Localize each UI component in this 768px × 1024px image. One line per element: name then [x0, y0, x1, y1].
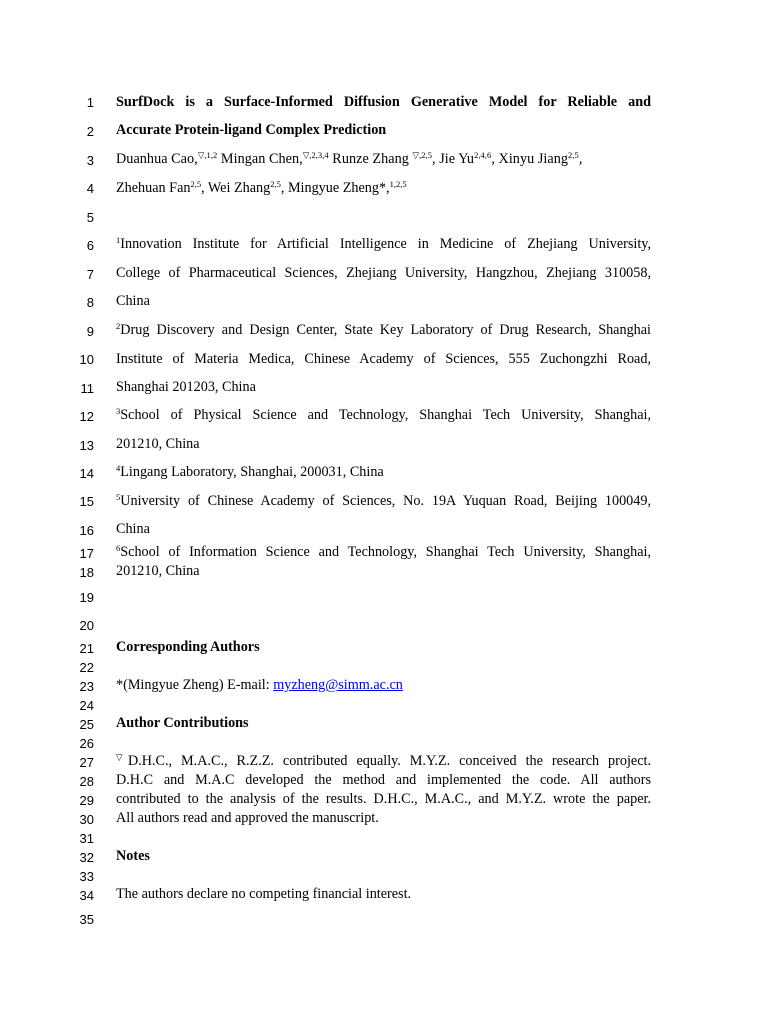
affiliation-1-line-3: China	[116, 293, 150, 309]
line-number: 15	[79, 494, 94, 509]
author-name: , Jie Yu	[432, 151, 475, 167]
contributions-line-1: ▽D.H.C., M.A.C., R.Z.Z. contributed equally. M.Y.Z. conceived the research project.	[116, 752, 651, 769]
corresponding-email-line	[116, 677, 651, 694]
line-number: 30	[79, 812, 94, 827]
line-number: 28	[79, 774, 94, 789]
affiliation-2-line-2: Institute of Materia Medica, Chinese Academy of Sciences, 555 Zuchongzhi Road,	[116, 351, 651, 367]
line-number: 17	[79, 546, 94, 561]
author-contributions-heading: Author Contributions	[116, 715, 249, 731]
line-number: 12	[79, 409, 94, 424]
line-number: 22	[79, 660, 94, 675]
author-name: Duanhua Cao,	[116, 151, 198, 167]
line-number: 20	[79, 618, 94, 633]
author-name: , Mingyue Zheng*,	[280, 180, 390, 196]
author-name: Runze Zhang	[328, 151, 413, 167]
line-number: 2	[86, 124, 94, 139]
line-number: 9	[86, 324, 94, 339]
author-affiliation-marks: ▽,1,2	[197, 150, 218, 160]
author-name: Mingan Chen,	[217, 151, 303, 167]
line-number: 35	[79, 912, 94, 927]
affiliation-5-line-1: $^5$University of Chinese Academy of Sciences, No. 19A Yuquan Road, Beijing 100049,	[116, 492, 651, 509]
affiliation-number: 6	[116, 543, 121, 553]
line-number: 27	[79, 755, 94, 770]
line-number: 19	[79, 590, 94, 605]
affiliation-4-line-1: $^4$Lingang Laboratory, Shanghai, 200031, China	[116, 463, 384, 480]
author-affiliation-marks: 2,5	[568, 150, 579, 160]
line-number: 16	[79, 523, 94, 538]
affiliation-2-line-3: Shanghai 201203, China	[116, 379, 256, 395]
affiliation-1-line-2: College of Pharmaceutical Sciences, Zhejiang University, Hangzhou, Zhejiang 310058,	[116, 265, 651, 281]
author-affiliation-marks: 2,5	[190, 179, 202, 189]
author-name: , Wei Zhang	[201, 180, 271, 196]
author-name: Zhehuan Fan	[116, 180, 191, 196]
affiliation-3-line-2: 201210, China	[116, 436, 200, 452]
line-number: 23	[79, 679, 94, 694]
line-number: 32	[79, 850, 94, 865]
author-affiliation-marks: ▽,2,3,4	[302, 150, 329, 160]
author-list-line-1	[116, 151, 656, 168]
line-number: 13	[79, 438, 94, 453]
affiliation-6-line-2: 201210, China	[116, 563, 200, 579]
corresponding-authors-heading: Corresponding Authors	[116, 639, 260, 655]
line-number: 4	[86, 181, 94, 196]
affiliation-number: 4	[116, 463, 121, 473]
affiliation-6-line-1: $^6$School of Information Science and Technology, Shanghai Tech University, Shanghai,	[116, 543, 651, 560]
notes-heading: Notes	[116, 848, 150, 864]
line-number: 31	[79, 831, 94, 846]
equal-contribution-mark: ▽	[116, 752, 128, 762]
affiliation-5-line-2: China	[116, 521, 150, 537]
line-number: 3	[86, 153, 94, 168]
author-list-line-2	[116, 180, 651, 197]
line-number: 29	[79, 793, 94, 808]
line-number: 7	[86, 267, 94, 282]
line-number: 18	[79, 565, 94, 580]
line-number: 5	[86, 210, 94, 225]
line-number: 14	[79, 466, 94, 481]
notes-text: The authors declare no competing financial interest.	[116, 886, 412, 902]
line-number: 33	[79, 869, 94, 884]
line-number: 24	[79, 698, 94, 713]
contributions-line-3: contributed to the analysis of the results. D.H.C., M.A.C., and M.Y.Z. wrote the paper.	[116, 791, 651, 807]
contributions-line-2: D.H.C and M.A.C developed the method and implemented the code. All authors	[116, 772, 651, 788]
paper-title-line-2: Accurate Protein-ligand Complex Prediction	[116, 122, 387, 138]
author-name: , Xinyu Jiang	[491, 151, 569, 167]
line-number: 6	[86, 238, 94, 253]
paper-title-line-1: SurfDock is a Surface-Informed Diffusion Generative Model for Reliable and	[116, 94, 651, 110]
affiliation-number: 3	[116, 406, 121, 416]
author-affiliation-marks: 2,5	[270, 179, 281, 189]
affiliation-3-line-1: $^3$School of Physical Science and Technology, Shanghai Tech University, Shanghai,	[116, 406, 651, 423]
line-number: 10	[79, 352, 94, 367]
affiliation-number: 1	[116, 235, 121, 245]
line-number: 26	[79, 736, 94, 751]
line-number: 8	[86, 295, 94, 310]
email-label: *(Mingyue Zheng) E-mail:	[116, 677, 274, 693]
contributions-line-4: All authors read and approved the manuscript.	[116, 810, 379, 826]
line-number: 1	[86, 95, 94, 110]
line-number: 21	[79, 641, 94, 656]
author-separator: ,	[578, 151, 583, 167]
affiliation-number: 5	[116, 492, 121, 502]
email-link[interactable]: myzheng@simm.ac.cn	[273, 677, 403, 693]
author-affiliation-marks: 2,4,6	[474, 150, 492, 160]
affiliation-number: 2	[116, 321, 121, 331]
line-number: 25	[79, 717, 94, 732]
author-affiliation-marks: ▽,2,5	[412, 150, 433, 160]
affiliation-1-line-1: $^1$Innovation Institute for Artificial Intelligence in Medicine of Zhejiang University,	[116, 235, 651, 252]
line-number: 34	[79, 888, 94, 903]
affiliation-2-line-1: $^2$Drug Discovery and Design Center, State Key Laboratory of Drug Research, Shanghai	[116, 321, 651, 338]
author-affiliation-marks: 1,2,5	[389, 179, 407, 189]
line-number: 11	[80, 381, 94, 396]
